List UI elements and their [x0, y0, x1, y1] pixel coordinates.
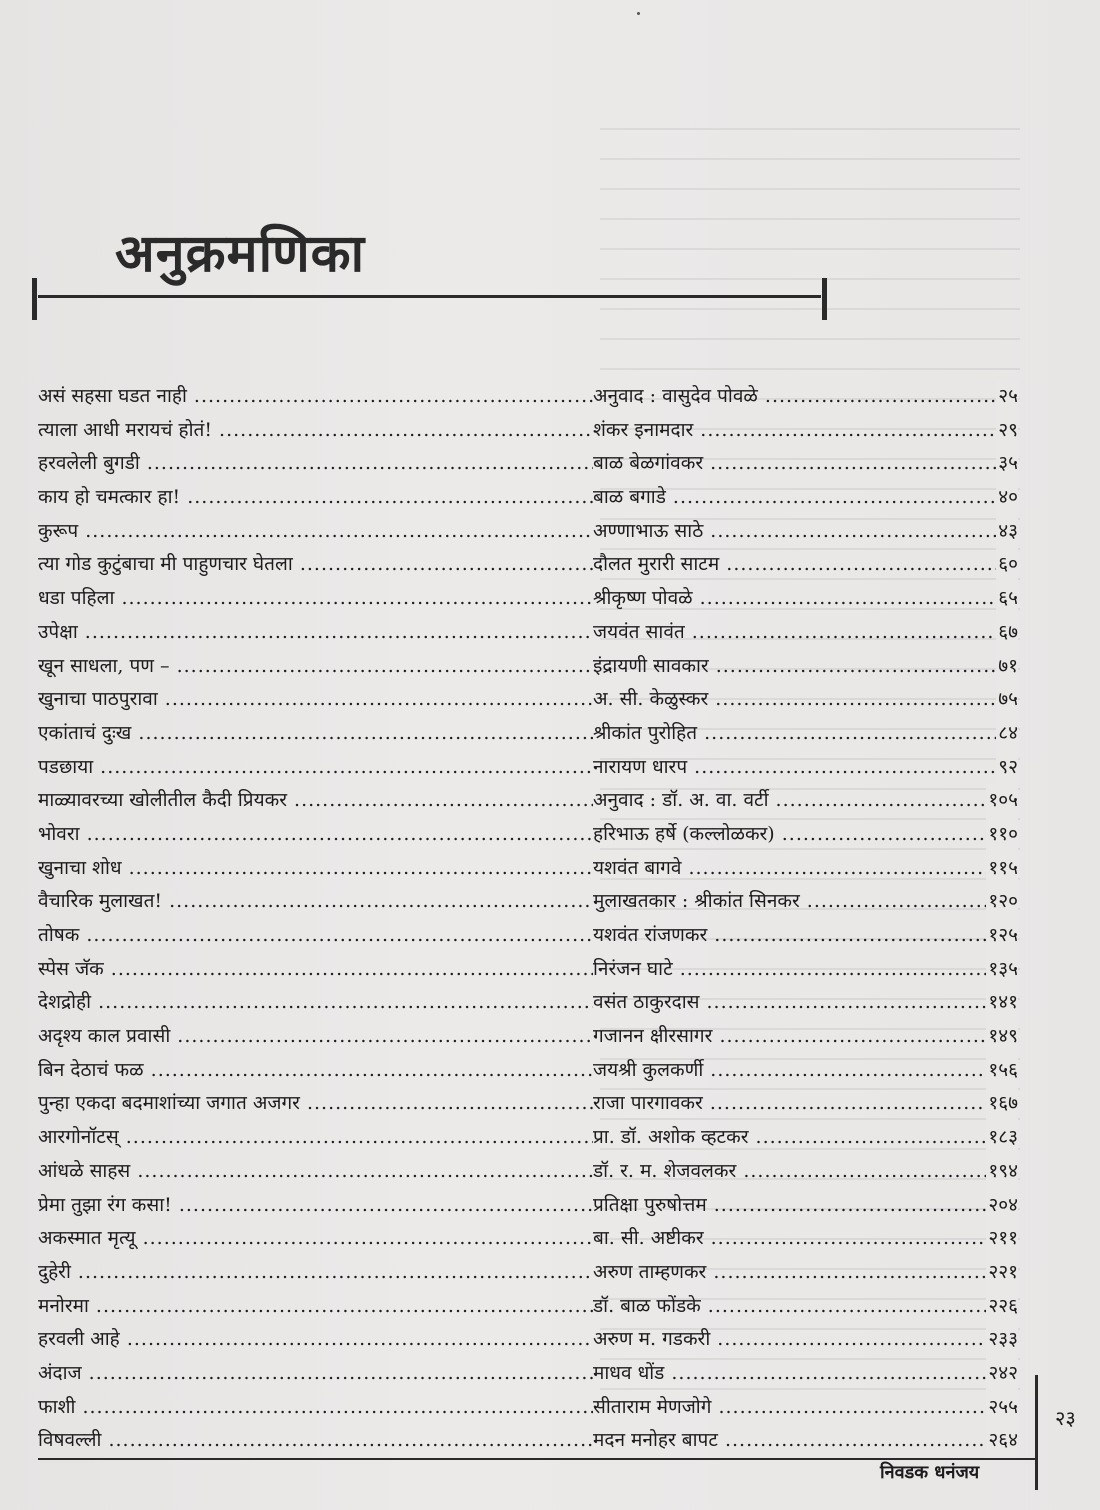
toc-entry-title: धडा पहिला .....: [38, 582, 593, 616]
toc-entry-author: जयश्री कुलकर्णी .....: [593, 1054, 1008, 1088]
toc-entry-author: अ. सी. केळुस्कर .....: [593, 683, 1008, 717]
toc-entry: [38, 1020, 1018, 1054]
toc-entry: [38, 1424, 1018, 1458]
toc-entry-page: १५६: [986, 1054, 1018, 1088]
toc-entry-title: प्रेमा तुझा रंग कसा! .....: [38, 1189, 593, 1223]
toc-entry: [38, 751, 1018, 785]
page-heading: अनुक्रमणिका: [115, 224, 366, 284]
toc-entry-title: कुरूप .....: [38, 515, 593, 549]
toc-entry-page: ११०: [986, 818, 1018, 852]
toc-entry-title: अंदाज .....: [38, 1357, 593, 1391]
paper-speck: [637, 12, 640, 15]
toc-entry-title: तोषक .....: [38, 919, 593, 953]
toc-entry-page: १२५: [986, 919, 1018, 953]
toc-entry: [38, 1054, 1018, 1088]
toc-entry-page: १३५: [986, 953, 1018, 987]
toc-entry-page: २२१: [986, 1256, 1018, 1290]
toc-entry-title: अकस्मात मृत्यू .....: [38, 1222, 593, 1256]
toc-entry-page: ४३: [996, 515, 1018, 549]
toc-entry-page: ६५: [996, 582, 1018, 616]
toc-entry-page: १४१: [986, 986, 1018, 1020]
toc-entry-page: १२०: [986, 885, 1018, 919]
toc-entry: [38, 1155, 1018, 1189]
toc-entry-page: १४९: [986, 1020, 1018, 1054]
toc-entry: [38, 852, 1018, 886]
toc-entry: [38, 784, 1018, 818]
toc-entry-page: २११: [986, 1222, 1018, 1256]
toc-entry-page: २५५: [986, 1391, 1018, 1425]
toc-entry-page: ९२: [996, 751, 1018, 785]
toc-entry-title: त्या गोड कुटुंबाचा मी पाहुणचार घेतला .....: [38, 548, 593, 582]
toc-entry-title: वैचारिक मुलाखत! .....: [38, 885, 593, 919]
toc-entry: [38, 1391, 1018, 1425]
toc-entry: [38, 919, 1018, 953]
toc-entry-title: उपेक्षा .....: [38, 616, 593, 650]
toc-entry-author: डॉ. बाळ फोंडके .....: [593, 1290, 1008, 1324]
toc-entry-author: हरिभाऊ हर्षे (कल्लोळकर) .....: [593, 818, 1008, 852]
rule-left-bar: [32, 278, 37, 320]
toc-entry-author: राजा पारगावकर .....: [593, 1087, 1008, 1121]
toc-entry: [38, 1222, 1018, 1256]
toc-entry: [38, 818, 1018, 852]
toc-entry-title: हरवली आहे .....: [38, 1323, 593, 1357]
toc-entry-author: जयवंत सावंत .....: [593, 616, 1008, 650]
toc-entry-title: भोवरा .....: [38, 818, 593, 852]
toc-entry-page: ८४: [996, 717, 1018, 751]
toc-entry-author: यशवंत बागवे .....: [593, 852, 1008, 886]
toc-entry: [38, 1323, 1018, 1357]
toc-entry: [38, 1087, 1018, 1121]
toc-entry-author: वसंत ठाकुरदास .....: [593, 986, 1008, 1020]
toc-entry-title: काय हो चमत्कार हा! .....: [38, 481, 593, 515]
toc-entry: [38, 683, 1018, 717]
rule-line: [38, 295, 821, 298]
toc-entry-author: गजानन क्षीरसागर .....: [593, 1020, 1008, 1054]
toc-entry-author: श्रीकृष्ण पोवळे .....: [593, 582, 1008, 616]
toc-entry: [38, 1121, 1018, 1155]
toc-entry-title: बिन देठाचं फळ .....: [38, 1054, 593, 1088]
page-number-divider: [1035, 1375, 1038, 1490]
toc-entry-page: ७५: [996, 683, 1018, 717]
toc-entry-author: यशवंत रांजणकर .....: [593, 919, 1008, 953]
toc-entry-author: अनुवाद : वासुदेव पोवळे .....: [593, 380, 1008, 414]
toc-entry: [38, 650, 1018, 684]
toc-entry-author: मुलाखतकार : श्रीकांत सिनकर .....: [593, 885, 1008, 919]
toc-entry-title: खुनाचा पाठपुरावा .....: [38, 683, 593, 717]
toc-entry-page: १८३: [986, 1121, 1018, 1155]
toc-entry-page: १९४: [986, 1155, 1018, 1189]
table-of-contents: [38, 380, 1018, 1458]
toc-entry-author: अण्णाभाऊ साठे .....: [593, 515, 1008, 549]
toc-entry-page: २४२: [986, 1357, 1018, 1391]
toc-entry-author: बाळ बगाडे .....: [593, 481, 1008, 515]
toc-entry-title: आरगोनॉटस् .....: [38, 1121, 593, 1155]
toc-entry-page: २६४: [986, 1424, 1018, 1458]
toc-entry-title: माळ्यावरच्या खोलीतील कैदी प्रियकर .....: [38, 784, 593, 818]
toc-entry: [38, 1357, 1018, 1391]
toc-entry-author: प्रा. डॉ. अशोक व्हटकर .....: [593, 1121, 1008, 1155]
toc-entry: [38, 1256, 1018, 1290]
toc-entry-page: ४०: [996, 481, 1018, 515]
toc-entry: [38, 582, 1018, 616]
toc-entry-page: १०५: [986, 784, 1018, 818]
toc-entry-title: असं सहसा घडत नाही .....: [38, 380, 593, 414]
toc-entry-title: खून साधला, पण – .....: [38, 650, 593, 684]
toc-entry-title: हरवलेली बुगडी .....: [38, 447, 593, 481]
toc-entry-title: खुनाचा शोध .....: [38, 852, 593, 886]
toc-entry: [38, 717, 1018, 751]
toc-entry: [38, 616, 1018, 650]
toc-entry: [38, 414, 1018, 448]
toc-entry-author: दौलत मुरारी साटम .....: [593, 548, 1008, 582]
toc-entry-author: नारायण धारप .....: [593, 751, 1008, 785]
toc-entry-title: पुन्हा एकदा बदमाशांच्या जगात अजगर .....: [38, 1087, 593, 1121]
toc-entry: [38, 953, 1018, 987]
page-number: २३: [1055, 1406, 1076, 1430]
toc-entry: [38, 1189, 1018, 1223]
toc-entry-page: ६०: [996, 548, 1018, 582]
toc-entry-author: मदन मनोहर बापट .....: [593, 1424, 1008, 1458]
toc-entry-author: माधव धोंड .....: [593, 1357, 1008, 1391]
toc-entry-title: एकांताचं दुःख .....: [38, 717, 593, 751]
toc-entry-author: बा. सी. अष्टीकर .....: [593, 1222, 1008, 1256]
toc-entry-title: आंधळे साहस .....: [38, 1155, 593, 1189]
toc-entry-author: अरुण म. गडकरी .....: [593, 1323, 1008, 1357]
toc-entry: [38, 515, 1018, 549]
toc-entry-title: फाशी .....: [38, 1391, 593, 1425]
toc-entry-author: निरंजन घाटे .....: [593, 953, 1008, 987]
toc-entry-title: अदृश्य काल प्रवासी .....: [38, 1020, 593, 1054]
toc-entry-title: देशद्रोही .....: [38, 986, 593, 1020]
footer-book-title: निवडक धनंजय: [880, 1462, 980, 1483]
toc-entry-page: २९: [996, 414, 1018, 448]
toc-entry-title: त्याला आधी मरायचं होतं! .....: [38, 414, 593, 448]
toc-entry: [38, 1290, 1018, 1324]
toc-entry: [38, 481, 1018, 515]
toc-entry: [38, 986, 1018, 1020]
toc-entry-page: ११५: [986, 852, 1018, 886]
toc-entry-page: १६७: [986, 1087, 1018, 1121]
toc-entry: [38, 885, 1018, 919]
toc-entry-author: श्रीकांत पुरोहित .....: [593, 717, 1008, 751]
toc-entry-title: विषवल्ली .....: [38, 1424, 593, 1458]
toc-entry-title: दुहेरी .....: [38, 1256, 593, 1290]
toc-entry-page: २०४: [986, 1189, 1018, 1223]
toc-entry-page: ३५: [996, 447, 1018, 481]
heading-rule: [32, 278, 827, 322]
rule-right-bar: [822, 278, 827, 320]
toc-entry-author: बाळ बेळगांवकर .....: [593, 447, 1008, 481]
toc-entry-title: मनोरमा .....: [38, 1290, 593, 1324]
toc-entry-title: स्पेस जॅक .....: [38, 953, 593, 987]
toc-entry-author: सीताराम मेणजोगे .....: [593, 1391, 1008, 1425]
toc-entry-author: अनुवाद : डॉ. अ. वा. वर्टी .....: [593, 784, 1008, 818]
toc-entry-page: ६७: [996, 616, 1018, 650]
toc-entry-author: इंद्रायणी सावकार .....: [593, 650, 1008, 684]
toc-entry: [38, 548, 1018, 582]
toc-entry: [38, 447, 1018, 481]
toc-entry-author: डॉ. र. म. शेजवलकर .....: [593, 1155, 1008, 1189]
toc-entry-page: ७१: [996, 650, 1018, 684]
toc-entry-author: प्रतिक्षा पुरुषोत्तम .....: [593, 1189, 1008, 1223]
toc-entry-page: २३३: [986, 1323, 1018, 1357]
toc-entry-page: २२६: [986, 1290, 1018, 1324]
toc-entry-title: पडछाया .....: [38, 751, 593, 785]
toc-entry-author: अरुण ताम्हणकर .....: [593, 1256, 1008, 1290]
toc-entry-author: शंकर इनामदार .....: [593, 414, 1008, 448]
toc-entry: [38, 380, 1018, 414]
toc-entry-page: २५: [996, 380, 1018, 414]
